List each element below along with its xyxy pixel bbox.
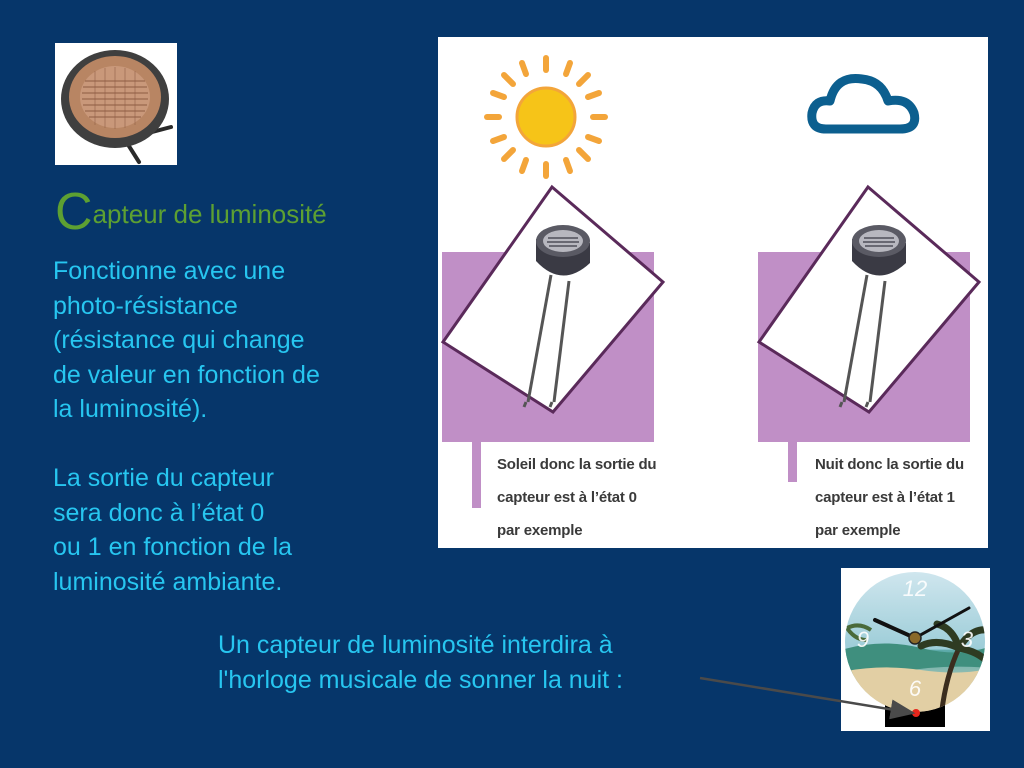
description-line: (résistance qui change <box>53 326 305 354</box>
night-caption-line: par exemple <box>815 522 901 539</box>
clock-numeral-12: 12 <box>902 576 928 601</box>
output-line: ou 1 en fonction de la <box>53 533 293 561</box>
day-caption-line: Soleil donc la sortie du <box>497 456 657 473</box>
title-initial: C <box>55 183 93 241</box>
output-line: La sortie du capteur <box>53 464 274 492</box>
output-line: luminosité ambiante. <box>53 567 283 596</box>
day-caption-line: capteur est à l’état 0 <box>497 489 637 506</box>
description-line: de valeur en fonction de <box>53 360 320 389</box>
day-caption-line: par exemple <box>497 522 583 539</box>
clock-numeral-9: 9 <box>856 627 870 652</box>
clock-explanation-line: l'horloge musicale de sonner la nuit : <box>218 666 624 694</box>
clock-numeral-3: 3 <box>960 627 974 652</box>
clock-numeral-6: 6 <box>908 676 922 701</box>
night-caption-line: capteur est à l’état 1 <box>815 489 955 506</box>
description-line: photo-résistance <box>53 291 238 320</box>
output-line: sera donc à l’état 0 <box>53 498 265 527</box>
title-rest: apteur de luminosité <box>92 199 327 229</box>
clock-explanation-line: Un capteur de luminosité interdira à <box>218 631 613 659</box>
night-caption-line: Nuit donc la sortie du <box>815 456 964 473</box>
clock-explanation <box>218 628 623 698</box>
description-line: Fonctionne avec une <box>53 257 286 285</box>
description-line: la luminosité). <box>53 395 208 423</box>
